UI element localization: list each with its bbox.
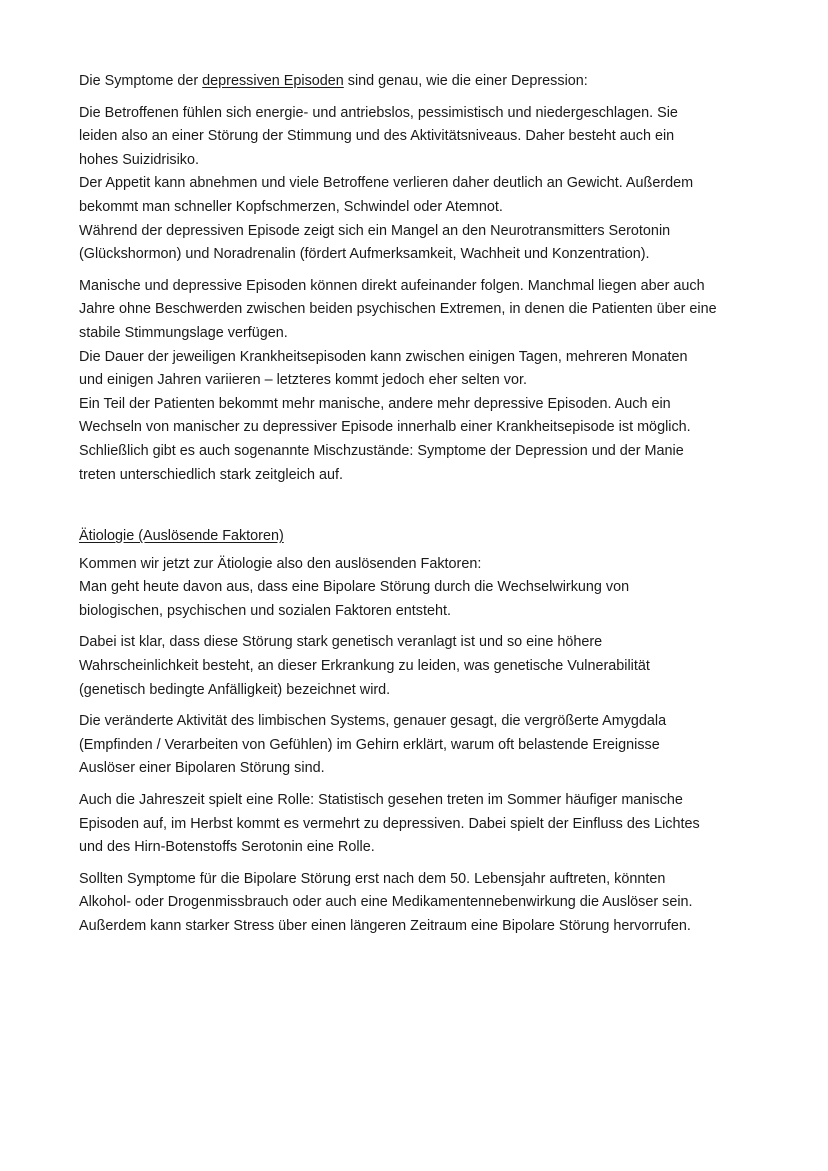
paragraph-late-onset [79,868,759,939]
text-line: Episoden auf, im Herbst kommt es vermehrt zu depressiven. Dabei spielt der Einfluss des Lichtes [79,815,700,832]
text-line: Die Dauer der jeweiligen Krankheitsepisoden kann zwischen einigen Tagen, mehreren Monaten [79,348,688,365]
paragraph-symptoms [79,102,759,267]
intro-text-after: sind genau, wie die einer Depression: [343,73,588,89]
text-line: Wahrscheinlichkeit besteht, an dieser Erkrankung zu leiden, was genetische Vulnerabilität [79,658,650,675]
text-line: treten unterschiedlich stark zeitgleich auf. [79,466,343,483]
paragraph-etiology-intro [79,553,759,624]
text-line: Die veränderte Aktivität des limbischen Systems, genauer gesagt, die vergrößerte Amygdala [79,713,667,730]
section-heading [79,525,759,549]
text-line: Die Betroffenen fühlen sich energie- und antriebslos, pessimistisch und niedergeschlagen. Sie [79,104,678,121]
text-line: und einigen Jahren variieren – letzteres kommt jedoch eher selten vor. [79,372,527,389]
text-line: Sollten Symptome für die Bipolare Störung erst nach dem 50. Lebensjahr auftreten, könnten [79,870,666,887]
intro-line [79,70,759,94]
text-line: Wechseln von manischer zu depressiver Episode innerhalb einer Krankheitsepisode ist möglich. [79,419,691,436]
intro-underlined-term: depressiven Episoden [202,73,344,89]
paragraph-episodes [79,275,759,487]
text-line: Manische und depressive Episoden können direkt aufeinander folgen. Manchmal liegen aber auch [79,277,705,294]
text-line: Auslöser einer Bipolaren Störung sind. [79,760,325,777]
intro-text-before: Die Symptome der [79,73,203,89]
text-line: bekommt man schneller Kopfschmerzen, Schwindel oder Atemnot. [79,198,503,215]
text-line: Jahre ohne Beschwerden zwischen beiden psychischen Extremen, in denen die Patienten über eine [79,301,717,318]
section-heading-text: Ätiologie (Auslösende Faktoren) [79,528,284,545]
text-line: Kommen wir jetzt zur Ätiologie also den auslösenden Faktoren: [79,555,482,572]
text-line: Während der depressiven Episode zeigt sich ein Mangel an den Neurotransmitters Serotonin [79,222,671,239]
text-line: (Empfinden / Verarbeiten von Gefühlen) im Gehirn erklärt, warum oft belastende Ereignisse [79,736,660,753]
text-line: hohes Suizidrisiko. [79,151,199,168]
text-line: Alkohol- oder Drogenmissbrauch oder auch eine Medikamentennebenwirkung die Auslöser sein. [79,894,693,911]
paragraph-season [79,789,759,860]
text-line: stabile Stimmungslage verfügen. [79,324,288,341]
text-line: (genetisch bedingte Anfälligkeit) bezeichnet wird. [79,681,391,698]
section-spacer [79,495,759,525]
text-line: Dabei ist klar, dass diese Störung stark genetisch veranlagt ist und so eine höhere [79,634,603,651]
text-line: Ein Teil der Patienten bekommt mehr manische, andere mehr depressive Episoden. Auch ein [79,395,671,412]
paragraph-limbic-system [79,710,759,781]
text-line: Man geht heute davon aus, dass eine Bipolare Störung durch die Wechselwirkung von [79,579,630,596]
paragraph-genetics [79,631,759,702]
text-line: und des Hirn-Botenstoffs Serotonin eine Rolle. [79,839,375,856]
text-line: biologischen, psychischen und sozialen Faktoren entsteht. [79,602,451,619]
text-line: Außerdem kann starker Stress über einen längeren Zeitraum eine Bipolare Störung hervorrufen. [79,918,691,934]
text-line: Der Appetit kann abnehmen und viele Betroffene verlieren daher deutlich an Gewicht. Außerdem [79,175,694,192]
text-line: leiden also an einer Störung der Stimmung und des Aktivitätsniveaus. Daher besteht auch ein [79,128,675,145]
document-page [79,70,759,947]
text-line: Auch die Jahreszeit spielt eine Rolle: Statistisch gesehen treten im Sommer häufiger manische [79,792,683,809]
text-line: (Glückshormon) und Noradrenalin (fördert Aufmerksamkeit, Wachheit und Konzentration). [79,246,650,263]
text-line: Schließlich gibt es auch sogenannte Mischzustände: Symptome der Depression und der Manie [79,442,684,459]
